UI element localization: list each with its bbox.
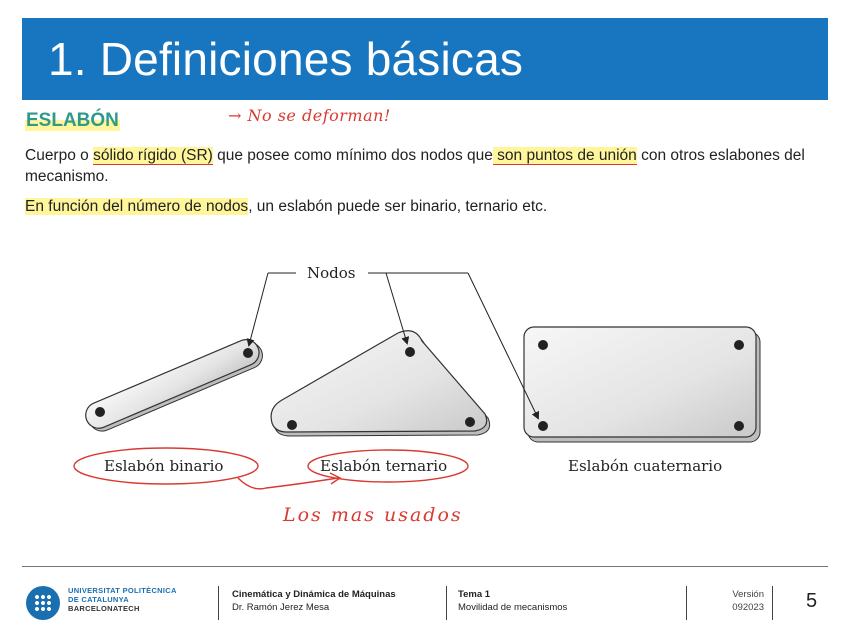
university-line: DE CATALUNYA — [68, 595, 129, 604]
node-pin — [538, 421, 548, 431]
handwritten-most-used: Los mas usados — [283, 504, 463, 526]
ternary-link-label: Eslabón ternario — [320, 457, 448, 475]
definition-paragraph — [25, 145, 825, 187]
highlight-node-count: En función del número de nodos — [25, 198, 249, 215]
text-segment: con otros eslabones del mecanismo. — [25, 147, 805, 185]
node-pin — [465, 417, 475, 427]
binary-link-label: Eslabón binario — [104, 457, 224, 475]
university-line: UNIVERSITAT POLITÈCNICA — [68, 586, 177, 595]
node-pin — [734, 421, 744, 431]
footer — [0, 578, 848, 628]
text-segment: Cuerpo o — [25, 147, 94, 164]
node-pin — [734, 340, 744, 350]
binary-link — [82, 335, 267, 436]
classification-paragraph — [25, 196, 825, 217]
footer-divider — [22, 566, 828, 567]
footer-separator — [218, 586, 219, 620]
node-pin — [287, 420, 297, 430]
quaternary-link-label: Eslabón cuaternario — [568, 457, 723, 475]
topic-subtitle: Movilidad de mecanismos — [458, 602, 568, 613]
university-name — [68, 586, 177, 613]
node-pin — [95, 407, 105, 417]
course-title: Cinemática y Dinámica de Máquinas — [232, 589, 396, 600]
topic-title: Tema 1 — [458, 589, 491, 600]
nodes-label: Nodos — [307, 264, 356, 282]
slide-title: 1. Definiciones básicas — [48, 33, 524, 85]
topic-info — [458, 588, 567, 614]
title-bar — [22, 18, 828, 100]
version-value: 092023 — [732, 602, 764, 613]
red-connector — [238, 478, 338, 489]
quaternary-link — [524, 327, 760, 442]
node-pin — [538, 340, 548, 350]
footer-separator — [772, 586, 773, 620]
footer-separator — [686, 586, 687, 620]
highlight-union-points: son puntos de unión — [492, 147, 637, 164]
course-info — [232, 588, 396, 614]
version-label: Versión — [732, 589, 764, 600]
upc-logo-icon — [26, 586, 60, 620]
footer-separator — [446, 586, 447, 620]
highlight-solid-rigid: sólido rígido (SR) — [93, 147, 213, 164]
text-segment: que posee como mínimo dos nodos que — [212, 147, 493, 164]
university-line: BARCELONATECH — [68, 604, 140, 613]
handwritten-note: → No se deforman! — [228, 106, 391, 125]
section-heading: ESLABÓN — [26, 110, 119, 131]
node-pin — [243, 348, 253, 358]
version-info — [716, 588, 764, 614]
author-name: Dr. Ramón Jerez Mesa — [232, 602, 330, 613]
ternary-link — [271, 331, 490, 436]
page-number: 5 — [806, 590, 818, 612]
node-pin — [405, 347, 415, 357]
text-segment: , un eslabón puede ser binario, ternario etc. — [248, 198, 548, 215]
